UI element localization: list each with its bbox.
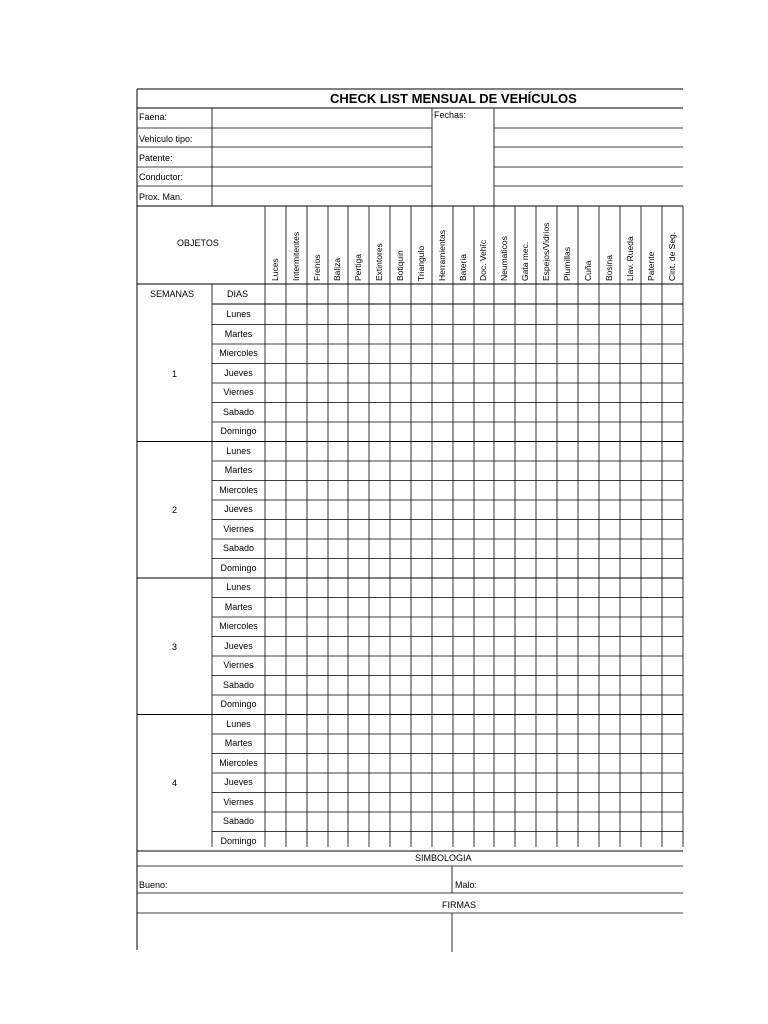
- item-header-17: Bosina: [603, 255, 614, 281]
- day-label: Viernes: [223, 387, 254, 397]
- item-header-15: Plumillas: [561, 246, 572, 281]
- item-header-8: Triangulo: [415, 245, 426, 281]
- item-header-9: Herramientas: [436, 229, 447, 281]
- item-header-4: Baliza: [332, 257, 342, 281]
- day-label: Martes: [224, 465, 253, 475]
- conductor-label: Conductor:: [139, 172, 184, 182]
- day-label: Miercoles: [219, 484, 258, 495]
- faena-label: Faena:: [139, 112, 168, 122]
- item-header-18: Llav. Rueda: [624, 236, 635, 281]
- day-label: Lunes: [226, 309, 251, 319]
- item-header-6: Extintores: [373, 243, 384, 281]
- week-number: 4: [172, 778, 178, 788]
- item-header-7: Botiquin: [394, 250, 405, 281]
- item-header-20: Cint. de Seg.: [666, 231, 677, 281]
- week-number: 3: [172, 641, 178, 652]
- dias-label: DIAS: [227, 289, 249, 299]
- item-header-1: Luces: [269, 258, 280, 281]
- simbologia-label: SIMBOLOGIA: [415, 853, 472, 863]
- firmas-label: FIRMAS: [442, 900, 477, 910]
- patente-label: Patente:: [139, 153, 173, 163]
- day-label: Jueves: [224, 777, 253, 787]
- item-header-19: Patente: [645, 251, 656, 281]
- item-header-10: Bateria: [457, 254, 468, 281]
- fechas-label: Fechas:: [434, 110, 467, 120]
- day-label: Miercoles: [219, 757, 258, 768]
- day-label: Miercoles: [219, 348, 258, 358]
- day-label: Sabado: [222, 816, 255, 826]
- day-label: Domingo: [220, 426, 257, 436]
- day-label: Sabado: [222, 406, 255, 417]
- day-label: Jueves: [224, 640, 253, 651]
- malo-label: Malo:: [455, 880, 478, 890]
- day-label: Martes: [224, 738, 253, 748]
- day-label: Jueves: [224, 367, 253, 378]
- day-label: Domingo: [220, 699, 257, 709]
- item-header-16: Cuña: [582, 260, 593, 281]
- day-label: Martes: [224, 328, 253, 339]
- day-label: Domingo: [220, 835, 257, 846]
- day-label: Martes: [224, 601, 253, 612]
- bueno-label: Bueno:: [139, 880, 168, 890]
- item-header-5: Pertiga: [352, 254, 363, 281]
- semanas-label: SEMANAS: [150, 289, 195, 299]
- item-header-14: Espejos/Vidrios: [540, 222, 551, 281]
- week-number: 2: [172, 505, 178, 515]
- item-header-2: Intermitentes: [290, 231, 301, 281]
- item-header-13: Gata mec.: [519, 241, 530, 281]
- day-label: Domingo: [220, 562, 257, 573]
- week-number: 1: [172, 368, 178, 379]
- day-label: Viernes: [223, 796, 254, 807]
- day-label: Miercoles: [219, 621, 258, 631]
- day-label: Viernes: [223, 523, 254, 534]
- item-header-12: Neumaticos: [498, 236, 509, 281]
- vehiculo-tipo-label: Vehiculo tipo:: [139, 134, 193, 144]
- day-label: Lunes: [226, 582, 251, 592]
- day-label: Viernes: [223, 660, 254, 670]
- day-label: Lunes: [226, 445, 251, 456]
- day-label: Jueves: [224, 504, 253, 514]
- item-header-11: Doc. Vehîc: [478, 239, 488, 281]
- form-title: CHECK LIST MENSUAL DE VEHÍCULOS: [330, 91, 577, 106]
- prox-man-label: Prox. Man.: [139, 192, 183, 202]
- day-label: Sabado: [222, 543, 255, 553]
- objetos-label: OBJETOS: [177, 238, 219, 248]
- day-label: Sabado: [222, 679, 255, 690]
- item-header-3: Frenos: [311, 254, 322, 281]
- day-label: Lunes: [226, 718, 251, 729]
